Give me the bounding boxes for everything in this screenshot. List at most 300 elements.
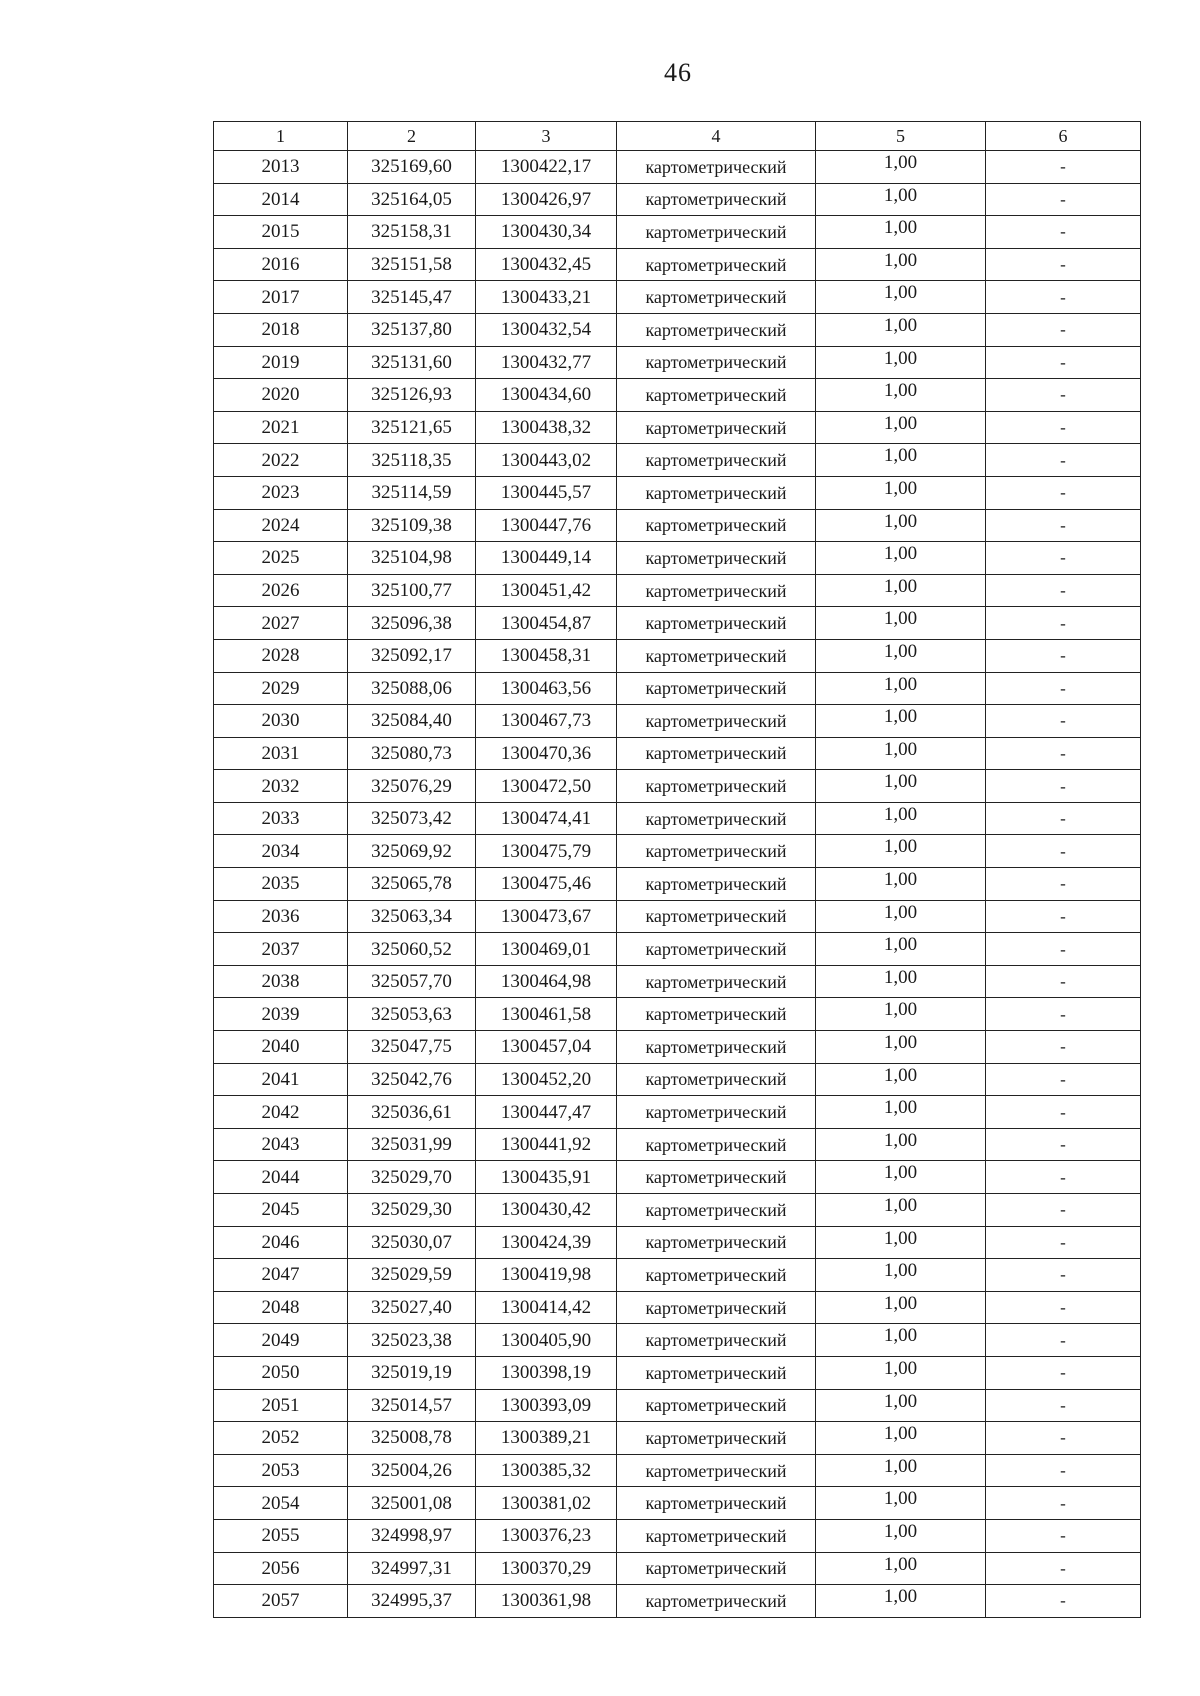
note-cell: -	[986, 933, 1141, 966]
point-number-cell: 2027	[214, 607, 348, 640]
note-cell: -	[986, 1031, 1141, 1064]
table-row	[214, 1519, 1141, 1552]
table-row	[214, 313, 1141, 346]
x-coordinate-cell: 325057,70	[348, 965, 476, 998]
accuracy-cell: 1,00	[816, 1487, 986, 1520]
note-cell: -	[986, 411, 1141, 444]
accuracy-cell: 1,00	[816, 1226, 986, 1259]
note-cell: -	[986, 802, 1141, 835]
table-row	[214, 900, 1141, 933]
y-coordinate-cell: 1300419,98	[476, 1259, 617, 1292]
point-number-cell: 2041	[214, 1063, 348, 1096]
x-coordinate-cell: 325145,47	[348, 281, 476, 314]
method-cell: картометрический	[617, 1422, 816, 1455]
point-number-cell: 2025	[214, 542, 348, 575]
accuracy-cell: 1,00	[816, 1096, 986, 1129]
x-coordinate-cell: 325121,65	[348, 411, 476, 444]
accuracy-cell: 1,00	[816, 1519, 986, 1552]
accuracy-cell: 1,00	[816, 1194, 986, 1227]
accuracy-cell: 1,00	[816, 998, 986, 1031]
y-coordinate-cell: 1300474,41	[476, 802, 617, 835]
column-header: 3	[476, 122, 617, 151]
note-cell: -	[986, 476, 1141, 509]
y-coordinate-cell: 1300432,77	[476, 346, 617, 379]
x-coordinate-cell: 325001,08	[348, 1487, 476, 1520]
point-number-cell: 2020	[214, 379, 348, 412]
x-coordinate-cell: 325014,57	[348, 1389, 476, 1422]
x-coordinate-cell: 325063,34	[348, 900, 476, 933]
point-number-cell: 2029	[214, 672, 348, 705]
y-coordinate-cell: 1300414,42	[476, 1291, 617, 1324]
y-coordinate-cell: 1300469,01	[476, 933, 617, 966]
x-coordinate-cell: 325073,42	[348, 802, 476, 835]
point-number-cell: 2039	[214, 998, 348, 1031]
point-number-cell: 2030	[214, 705, 348, 738]
x-coordinate-cell: 325023,38	[348, 1324, 476, 1357]
note-cell: -	[986, 1096, 1141, 1129]
x-coordinate-cell: 325104,98	[348, 542, 476, 575]
note-cell: -	[986, 1161, 1141, 1194]
method-cell: картометрический	[617, 835, 816, 868]
point-number-cell: 2021	[214, 411, 348, 444]
table-row	[214, 151, 1141, 184]
note-cell: -	[986, 900, 1141, 933]
note-cell: -	[986, 444, 1141, 477]
y-coordinate-cell: 1300452,20	[476, 1063, 617, 1096]
accuracy-cell: 1,00	[816, 1031, 986, 1064]
y-coordinate-cell: 1300467,73	[476, 705, 617, 738]
table-row	[214, 802, 1141, 835]
point-number-cell: 2016	[214, 248, 348, 281]
y-coordinate-cell: 1300473,67	[476, 900, 617, 933]
note-cell: -	[986, 1454, 1141, 1487]
table-row	[214, 281, 1141, 314]
point-number-cell: 2024	[214, 509, 348, 542]
x-coordinate-cell: 325065,78	[348, 868, 476, 901]
x-coordinate-cell: 325060,52	[348, 933, 476, 966]
note-cell: -	[986, 151, 1141, 184]
method-cell: картометрический	[617, 1585, 816, 1618]
table-row	[214, 1585, 1141, 1618]
method-cell: картометрический	[617, 411, 816, 444]
note-cell: -	[986, 1128, 1141, 1161]
note-cell: -	[986, 868, 1141, 901]
x-coordinate-cell: 325080,73	[348, 737, 476, 770]
method-cell: картометрический	[617, 1226, 816, 1259]
table-row	[214, 933, 1141, 966]
point-number-cell: 2053	[214, 1454, 348, 1487]
y-coordinate-cell: 1300464,98	[476, 965, 617, 998]
point-number-cell: 2014	[214, 183, 348, 216]
x-coordinate-cell: 325030,07	[348, 1226, 476, 1259]
y-coordinate-cell: 1300424,39	[476, 1226, 617, 1259]
accuracy-cell: 1,00	[816, 965, 986, 998]
method-cell: картометрический	[617, 1161, 816, 1194]
y-coordinate-cell: 1300435,91	[476, 1161, 617, 1194]
note-cell: -	[986, 216, 1141, 249]
point-number-cell: 2034	[214, 835, 348, 868]
method-cell: картометрический	[617, 183, 816, 216]
method-cell: картометрический	[617, 802, 816, 835]
x-coordinate-cell: 325088,06	[348, 672, 476, 705]
accuracy-cell: 1,00	[816, 1389, 986, 1422]
point-number-cell: 2023	[214, 476, 348, 509]
note-cell: -	[986, 183, 1141, 216]
method-cell: картометрический	[617, 574, 816, 607]
accuracy-cell: 1,00	[816, 313, 986, 346]
y-coordinate-cell: 1300393,09	[476, 1389, 617, 1422]
page-number: 46	[664, 58, 692, 87]
method-cell: картометрический	[617, 607, 816, 640]
accuracy-cell: 1,00	[816, 281, 986, 314]
column-header: 2	[348, 122, 476, 151]
method-cell: картометрический	[617, 509, 816, 542]
point-number-cell: 2017	[214, 281, 348, 314]
method-cell: картометрический	[617, 281, 816, 314]
point-number-cell: 2032	[214, 770, 348, 803]
method-cell: картометрический	[617, 1356, 816, 1389]
note-cell: -	[986, 737, 1141, 770]
note-cell: -	[986, 998, 1141, 1031]
method-cell: картометрический	[617, 151, 816, 184]
method-cell: картометрический	[617, 1324, 816, 1357]
point-number-cell: 2043	[214, 1128, 348, 1161]
point-number-cell: 2057	[214, 1585, 348, 1618]
accuracy-cell: 1,00	[816, 868, 986, 901]
accuracy-cell: 1,00	[816, 1324, 986, 1357]
method-cell: картометрический	[617, 770, 816, 803]
note-cell: -	[986, 574, 1141, 607]
y-coordinate-cell: 1300472,50	[476, 770, 617, 803]
x-coordinate-cell: 325053,63	[348, 998, 476, 1031]
y-coordinate-cell: 1300463,56	[476, 672, 617, 705]
accuracy-cell: 1,00	[816, 639, 986, 672]
note-cell: -	[986, 1226, 1141, 1259]
table-row	[214, 607, 1141, 640]
table-row	[214, 183, 1141, 216]
table-row	[214, 835, 1141, 868]
x-coordinate-cell: 325084,40	[348, 705, 476, 738]
y-coordinate-cell: 1300438,32	[476, 411, 617, 444]
table-row	[214, 639, 1141, 672]
point-number-cell: 2051	[214, 1389, 348, 1422]
method-cell: картометрический	[617, 965, 816, 998]
accuracy-cell: 1,00	[816, 1063, 986, 1096]
table-row	[214, 346, 1141, 379]
y-coordinate-cell: 1300449,14	[476, 542, 617, 575]
y-coordinate-cell: 1300381,02	[476, 1487, 617, 1520]
accuracy-cell: 1,00	[816, 835, 986, 868]
accuracy-cell: 1,00	[816, 770, 986, 803]
y-coordinate-cell: 1300430,34	[476, 216, 617, 249]
method-cell: картометрический	[617, 1389, 816, 1422]
note-cell: -	[986, 346, 1141, 379]
method-cell: картометрический	[617, 542, 816, 575]
accuracy-cell: 1,00	[816, 900, 986, 933]
method-cell: картометрический	[617, 1291, 816, 1324]
note-cell: -	[986, 965, 1141, 998]
accuracy-cell: 1,00	[816, 379, 986, 412]
point-number-cell: 2048	[214, 1291, 348, 1324]
note-cell: -	[986, 509, 1141, 542]
point-number-cell: 2036	[214, 900, 348, 933]
y-coordinate-cell: 1300475,46	[476, 868, 617, 901]
method-cell: картометрический	[617, 1194, 816, 1227]
x-coordinate-cell: 325029,30	[348, 1194, 476, 1227]
note-cell: -	[986, 1291, 1141, 1324]
point-number-cell: 2054	[214, 1487, 348, 1520]
column-header: 1	[214, 122, 348, 151]
method-cell: картометрический	[617, 346, 816, 379]
x-coordinate-cell: 325158,31	[348, 216, 476, 249]
y-coordinate-cell: 1300443,02	[476, 444, 617, 477]
y-coordinate-cell: 1300447,76	[476, 509, 617, 542]
method-cell: картометрический	[617, 1096, 816, 1129]
y-coordinate-cell: 1300457,04	[476, 1031, 617, 1064]
y-coordinate-cell: 1300441,92	[476, 1128, 617, 1161]
table-row	[214, 411, 1141, 444]
point-number-cell: 2049	[214, 1324, 348, 1357]
note-cell: -	[986, 1519, 1141, 1552]
table-row	[214, 1031, 1141, 1064]
x-coordinate-cell: 325047,75	[348, 1031, 476, 1064]
accuracy-cell: 1,00	[816, 346, 986, 379]
x-coordinate-cell: 325019,19	[348, 1356, 476, 1389]
table-row	[214, 705, 1141, 738]
note-cell: -	[986, 1063, 1141, 1096]
point-number-cell: 2044	[214, 1161, 348, 1194]
x-coordinate-cell: 325096,38	[348, 607, 476, 640]
point-number-cell: 2056	[214, 1552, 348, 1585]
method-cell: картометрический	[617, 998, 816, 1031]
coordinates-table	[213, 121, 1141, 1618]
accuracy-cell: 1,00	[816, 509, 986, 542]
point-number-cell: 2055	[214, 1519, 348, 1552]
point-number-cell: 2028	[214, 639, 348, 672]
accuracy-cell: 1,00	[816, 1454, 986, 1487]
accuracy-cell: 1,00	[816, 574, 986, 607]
table-row	[214, 1422, 1141, 1455]
table-row	[214, 1291, 1141, 1324]
y-coordinate-cell: 1300422,17	[476, 151, 617, 184]
accuracy-cell: 1,00	[816, 737, 986, 770]
y-coordinate-cell: 1300432,45	[476, 248, 617, 281]
x-coordinate-cell: 325118,35	[348, 444, 476, 477]
y-coordinate-cell: 1300385,32	[476, 1454, 617, 1487]
table-row	[214, 1552, 1141, 1585]
accuracy-cell: 1,00	[816, 476, 986, 509]
method-cell: картометрический	[617, 933, 816, 966]
y-coordinate-cell: 1300458,31	[476, 639, 617, 672]
y-coordinate-cell: 1300376,23	[476, 1519, 617, 1552]
method-cell: картометрический	[617, 476, 816, 509]
x-coordinate-cell: 325169,60	[348, 151, 476, 184]
table-row	[214, 1128, 1141, 1161]
table-row	[214, 542, 1141, 575]
table-row	[214, 216, 1141, 249]
note-cell: -	[986, 1356, 1141, 1389]
note-cell: -	[986, 1324, 1141, 1357]
table-row	[214, 1259, 1141, 1292]
method-cell: картометрический	[617, 216, 816, 249]
table-row	[214, 1226, 1141, 1259]
table-row	[214, 737, 1141, 770]
y-coordinate-cell: 1300451,42	[476, 574, 617, 607]
method-cell: картометрический	[617, 1063, 816, 1096]
accuracy-cell: 1,00	[816, 933, 986, 966]
y-coordinate-cell: 1300389,21	[476, 1422, 617, 1455]
point-number-cell: 2052	[214, 1422, 348, 1455]
x-coordinate-cell: 325029,70	[348, 1161, 476, 1194]
table-row	[214, 998, 1141, 1031]
table-row	[214, 379, 1141, 412]
accuracy-cell: 1,00	[816, 183, 986, 216]
method-cell: картометрический	[617, 1552, 816, 1585]
method-cell: картометрический	[617, 639, 816, 672]
point-number-cell: 2026	[214, 574, 348, 607]
method-cell: картометрический	[617, 868, 816, 901]
accuracy-cell: 1,00	[816, 542, 986, 575]
y-coordinate-cell: 1300461,58	[476, 998, 617, 1031]
x-coordinate-cell: 325114,59	[348, 476, 476, 509]
x-coordinate-cell: 325137,80	[348, 313, 476, 346]
table-row	[214, 1454, 1141, 1487]
table-row	[214, 1324, 1141, 1357]
note-cell: -	[986, 770, 1141, 803]
table-row	[214, 965, 1141, 998]
method-cell: картометрический	[617, 672, 816, 705]
accuracy-cell: 1,00	[816, 216, 986, 249]
method-cell: картометрический	[617, 1128, 816, 1161]
method-cell: картометрический	[617, 379, 816, 412]
x-coordinate-cell: 325126,93	[348, 379, 476, 412]
point-number-cell: 2040	[214, 1031, 348, 1064]
note-cell: -	[986, 1487, 1141, 1520]
note-cell: -	[986, 542, 1141, 575]
table-row	[214, 1063, 1141, 1096]
accuracy-cell: 1,00	[816, 1356, 986, 1389]
x-coordinate-cell: 325109,38	[348, 509, 476, 542]
point-number-cell: 2038	[214, 965, 348, 998]
y-coordinate-cell: 1300361,98	[476, 1585, 617, 1618]
method-cell: картометрический	[617, 1454, 816, 1487]
x-coordinate-cell: 325151,58	[348, 248, 476, 281]
table-row	[214, 1194, 1141, 1227]
table-row	[214, 1389, 1141, 1422]
y-coordinate-cell: 1300430,42	[476, 1194, 617, 1227]
x-coordinate-cell: 324995,37	[348, 1585, 476, 1618]
table-body	[214, 151, 1141, 1618]
note-cell: -	[986, 1259, 1141, 1292]
point-number-cell: 2045	[214, 1194, 348, 1227]
note-cell: -	[986, 313, 1141, 346]
accuracy-cell: 1,00	[816, 1585, 986, 1618]
table-row	[214, 476, 1141, 509]
x-coordinate-cell: 325004,26	[348, 1454, 476, 1487]
method-cell: картометрический	[617, 1519, 816, 1552]
point-number-cell: 2019	[214, 346, 348, 379]
y-coordinate-cell: 1300405,90	[476, 1324, 617, 1357]
accuracy-cell: 1,00	[816, 672, 986, 705]
table-row	[214, 248, 1141, 281]
y-coordinate-cell: 1300426,97	[476, 183, 617, 216]
column-header: 4	[617, 122, 816, 151]
table-row	[214, 1487, 1141, 1520]
y-coordinate-cell: 1300454,87	[476, 607, 617, 640]
x-coordinate-cell: 325029,59	[348, 1259, 476, 1292]
accuracy-cell: 1,00	[816, 705, 986, 738]
note-cell: -	[986, 639, 1141, 672]
x-coordinate-cell: 325036,61	[348, 1096, 476, 1129]
method-cell: картометрический	[617, 444, 816, 477]
accuracy-cell: 1,00	[816, 802, 986, 835]
accuracy-cell: 1,00	[816, 1128, 986, 1161]
x-coordinate-cell: 325076,29	[348, 770, 476, 803]
accuracy-cell: 1,00	[816, 1161, 986, 1194]
point-number-cell: 2013	[214, 151, 348, 184]
x-coordinate-cell: 325027,40	[348, 1291, 476, 1324]
accuracy-cell: 1,00	[816, 1552, 986, 1585]
table-row	[214, 509, 1141, 542]
x-coordinate-cell: 324998,97	[348, 1519, 476, 1552]
point-number-cell: 2033	[214, 802, 348, 835]
table-row	[214, 868, 1141, 901]
table-row	[214, 770, 1141, 803]
point-number-cell: 2042	[214, 1096, 348, 1129]
x-coordinate-cell: 325042,76	[348, 1063, 476, 1096]
note-cell: -	[986, 705, 1141, 738]
note-cell: -	[986, 835, 1141, 868]
accuracy-cell: 1,00	[816, 1259, 986, 1292]
table-row	[214, 1356, 1141, 1389]
note-cell: -	[986, 1389, 1141, 1422]
accuracy-cell: 1,00	[816, 411, 986, 444]
point-number-cell: 2047	[214, 1259, 348, 1292]
x-coordinate-cell: 324997,31	[348, 1552, 476, 1585]
column-header: 5	[816, 122, 986, 151]
y-coordinate-cell: 1300398,19	[476, 1356, 617, 1389]
y-coordinate-cell: 1300370,29	[476, 1552, 617, 1585]
note-cell: -	[986, 672, 1141, 705]
method-cell: картометрический	[617, 705, 816, 738]
method-cell: картометрический	[617, 900, 816, 933]
note-cell: -	[986, 1585, 1141, 1618]
table-row	[214, 444, 1141, 477]
point-number-cell: 2046	[214, 1226, 348, 1259]
table-row	[214, 672, 1141, 705]
y-coordinate-cell: 1300432,54	[476, 313, 617, 346]
accuracy-cell: 1,00	[816, 1291, 986, 1324]
point-number-cell: 2022	[214, 444, 348, 477]
x-coordinate-cell: 325164,05	[348, 183, 476, 216]
note-cell: -	[986, 379, 1141, 412]
x-coordinate-cell: 325031,99	[348, 1128, 476, 1161]
table-header-row	[214, 122, 1141, 151]
note-cell: -	[986, 1552, 1141, 1585]
y-coordinate-cell: 1300433,21	[476, 281, 617, 314]
point-number-cell: 2037	[214, 933, 348, 966]
point-number-cell: 2031	[214, 737, 348, 770]
accuracy-cell: 1,00	[816, 248, 986, 281]
column-header: 6	[986, 122, 1141, 151]
accuracy-cell: 1,00	[816, 1422, 986, 1455]
note-cell: -	[986, 607, 1141, 640]
accuracy-cell: 1,00	[816, 607, 986, 640]
x-coordinate-cell: 325100,77	[348, 574, 476, 607]
method-cell: картометрический	[617, 1487, 816, 1520]
table-row	[214, 1096, 1141, 1129]
method-cell: картометрический	[617, 1259, 816, 1292]
